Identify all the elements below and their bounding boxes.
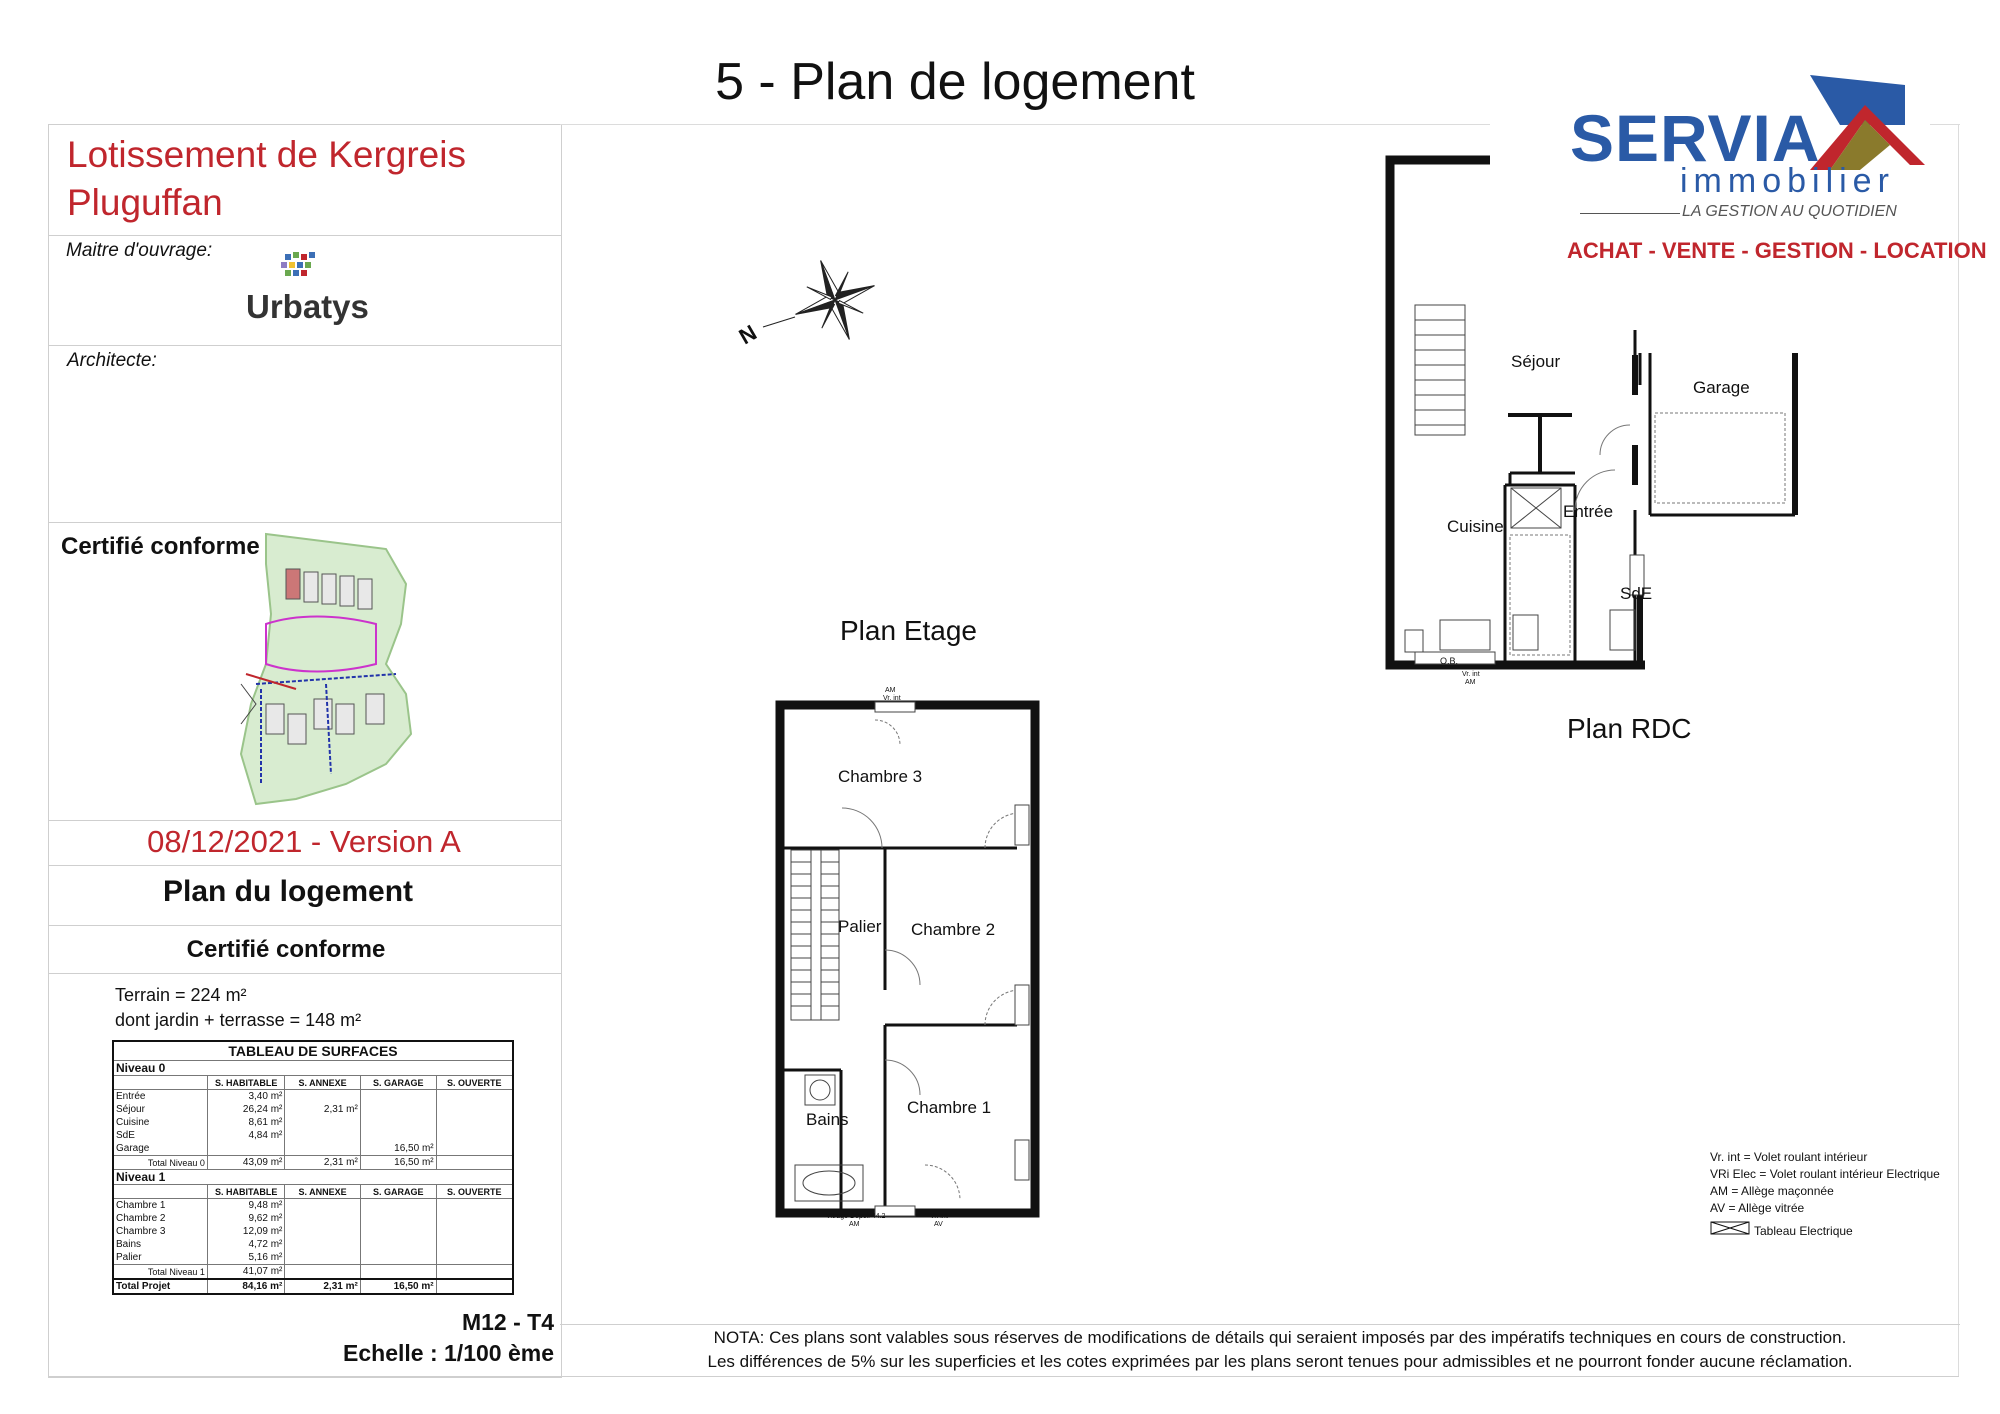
nota-line-1: NOTA: Ces plans sont valables sous réserves de modifications de détails qui seraient imposés par des impératifs techniques en cours de construction. [713,1328,1847,1347]
divider [49,925,561,926]
table-row: Chambre 1 9,48 m² [113,1199,513,1213]
room-label: Chambre 2 [911,920,996,939]
divider [49,865,561,866]
level-label: Niveau 1 [113,1170,207,1185]
divider [49,522,561,523]
legend-item: Vr. int = Volet roulant intérieur [1710,1150,1868,1164]
table-row: Bains 4,72 m² [113,1238,513,1251]
table-row: Séjour 26,24 m² 2,31 m² [113,1103,513,1116]
plan-note: Vr. int [1462,671,1480,678]
servia-wordmark: SERVIA [1570,101,1821,175]
architecte-label: Architecte: [67,350,157,371]
room-label: Entrée [1563,502,1614,521]
plan-note: O.B. [1440,656,1459,666]
maitre-ouvrage-label: Maitre d'ouvrage: [66,240,213,261]
table-row: Palier 5,16 m² [113,1251,513,1265]
scale: Echelle : 1/100 ème [343,1340,554,1366]
lot-reference: M12 - T4 [461,1309,554,1335]
table-row: Garage 16,50 m² [113,1142,513,1156]
legend-item: AV = Allège vitrée [1710,1201,1805,1215]
jardin-area: dont jardin + terrasse = 148 m² [115,1010,362,1030]
servia-tagline: LA GESTION AU QUOTIDIEN [1682,203,1897,220]
legend-item: Tableau Electrique [1754,1223,1853,1238]
column-header: S. OUVERTE [436,1076,513,1090]
divider [49,235,561,236]
surfaces-table [112,1040,514,1295]
room-label: Chambre 1 [907,1098,992,1117]
table-row-grand-total: Total Projet 84,16 m² 2,31 m² 16,50 m² [113,1279,513,1294]
project-city: Pluguffan [67,182,223,223]
column-header: S. OUVERTE [436,1185,513,1199]
room-label: Bains [806,1110,849,1129]
plan-note: Vitrage Dépoli 44.2 [826,1213,886,1220]
plan-note: Vr. int [883,695,901,702]
table-row: Entrée 3,40 m² [113,1090,513,1104]
room-label: Palier [838,917,882,936]
date-version: 08/12/2021 - Version A [147,824,461,859]
table-caption: TABLEAU DE SURFACES [113,1041,513,1061]
room-label: Séjour [1511,352,1561,371]
plan-note: AM [885,687,896,694]
divider [49,820,561,821]
column-header: S. GARAGE [360,1185,436,1199]
table-row: SdE 4,84 m² [113,1129,513,1142]
site-plan-image [236,524,454,810]
page-title: 5 - Plan de logement [715,53,1195,111]
plan-note: AM [1465,679,1476,686]
legend-item: VRi Elec = Volet roulant intérieur Electrique [1710,1167,1940,1181]
table-row: Chambre 2 9,62 m² [113,1212,513,1225]
frame-bottom [48,1376,1959,1377]
plan-du-logement-title: Plan du logement [162,875,414,908]
plan-etage-label: Plan Etage [840,615,977,646]
table-row-total: Total Niveau 0 43,09 m² 2,31 m² 16,50 m² [113,1156,513,1170]
electrical-panel-icon [1710,1221,1750,1240]
plan-legend [1710,1150,1960,1240]
urbatys-wordmark: Urbatys [246,288,369,325]
table-row: Chambre 3 12,09 m² [113,1225,513,1238]
plan-note: Vr. int [930,1213,948,1220]
frame-nota [560,1324,1960,1325]
urbatys-logo [245,250,345,292]
servia-subtitle: immobilier [1680,162,1895,200]
level-label: Niveau 0 [113,1061,207,1076]
column-header: S. HABITABLE [207,1185,284,1199]
plan-note: AM [849,1221,860,1228]
column-header: S. ANNEXE [285,1076,360,1090]
column-header: S. HABITABLE [207,1076,284,1090]
room-label: Cuisine [1447,517,1504,536]
certifie-conforme-subtitle: Certifié conforme [186,936,386,963]
room-label: Garage [1693,378,1750,397]
nota-line-2: Les différences de 5% sur les superficies et les cotes exprimées par les plans seront tenues pour admissibles et ne pourront fonder aucune réclamation. [707,1352,1853,1371]
column-header: S. GARAGE [360,1076,436,1090]
table-row-total: Total Niveau 1 41,07 m² [113,1265,513,1280]
plan-note: AV [934,1221,943,1228]
divider [49,973,561,974]
north-label: N [734,319,761,350]
column-header: S. ANNEXE [285,1185,360,1199]
room-label: Chambre 3 [838,767,923,786]
room-label: SdE [1620,584,1653,603]
divider [49,345,561,346]
project-name: Lotissement de Kergreis [67,134,466,175]
servia-services: ACHAT - VENTE - GESTION - LOCATION [1567,238,1987,263]
terrain-area: Terrain = 224 m² [115,985,247,1005]
legend-item: AM = Allège maçonnée [1710,1184,1834,1198]
certifie-conforme-label: Certifié conforme [61,533,260,560]
divider [1580,213,1680,214]
plan-rdc-label: Plan RDC [1567,713,1692,744]
table-row: Cuisine 8,61 m² [113,1116,513,1129]
